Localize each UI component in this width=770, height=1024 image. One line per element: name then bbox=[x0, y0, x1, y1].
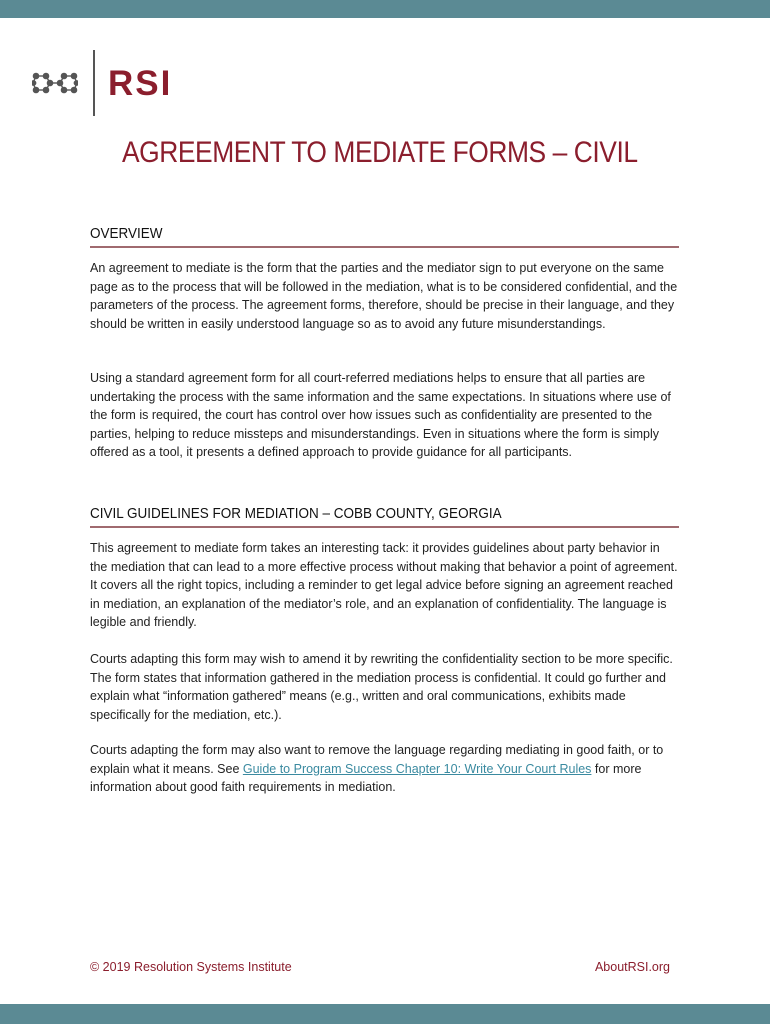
logo-divider bbox=[93, 50, 95, 116]
rsi-logo-icon bbox=[32, 68, 78, 103]
civil-paragraph-2: Courts adapting this form may wish to amend it by rewriting the confidentiality section to be more specific. The form states that information gathered in the mediation process is confidential. It could go further and explain what “information gathered” means (e.g., written and oral communications, exhibits made specifically for the mediation, etc.). bbox=[90, 652, 673, 722]
guide-chapter-10-link[interactable]: Guide to Program Success Chapter 10: Write Your Court Rules bbox=[242, 761, 592, 776]
overview-heading bbox=[90, 225, 679, 248]
logo-wordmark: RSI bbox=[108, 64, 173, 103]
footer-copyright: © 2019 Resolution Systems Institute bbox=[90, 960, 292, 974]
civil-paragraph-3-end: for more information about good faith requirements in mediation. bbox=[90, 761, 642, 794]
page-title: AGREEMENT TO MEDIATE FORMS – CIVIL bbox=[122, 136, 638, 169]
civil-guidelines-heading-text: CIVIL GUIDELINES FOR MEDIATION – COBB COUNTY, GEORGIA bbox=[90, 505, 502, 522]
overview-paragraph-2: Using a standard agreement form for all court-referred mediations helps to ensure that all parties are undertaking the process with the same information and the same expectations. In situations where use of the form is required, the court has control over how issues such as confidentiality are presented to the parties, helping to reduce missteps and misunderstandings. Even in situations where the form is simply offered as a tool, it presents a defined approach to provide guidance for all participants. bbox=[90, 371, 671, 459]
civil-guidelines-heading bbox=[90, 505, 679, 528]
civil-paragraph-1: This agreement to mediate form takes an interesting tack: it provides guidelines about party behavior in the mediation that can lead to a more effective process without making that behavior a point of agreement. It covers all the right topics, including a reminder to get legal advice before signing an agreement reached in mediation, an explanation of the mediator’s role, and an explanation of confidentiality. The language is legible and friendly. bbox=[90, 541, 678, 629]
top-band bbox=[0, 0, 770, 18]
civil-paragraph-3-start: Courts adapting the form may also want to remove the language regarding mediating in good faith, or to explain what it means. See bbox=[90, 743, 664, 776]
overview-paragraph-1: An agreement to mediate is the form that the parties and the mediator sign to put everyone on the same page as to the process that will be followed in the mediation, what is to be considered confidential, and the parameters of the process. The agreement forms, therefore, should be precise in their language, and they should be written in easily understood language so as to avoid any future misunderstandings. bbox=[90, 261, 678, 331]
bottom-band bbox=[0, 1004, 770, 1024]
civil-paragraph-3 bbox=[90, 741, 680, 797]
footer-website-link[interactable]: AboutRSI.org bbox=[594, 960, 670, 974]
overview-heading-text: OVERVIEW bbox=[90, 225, 163, 242]
